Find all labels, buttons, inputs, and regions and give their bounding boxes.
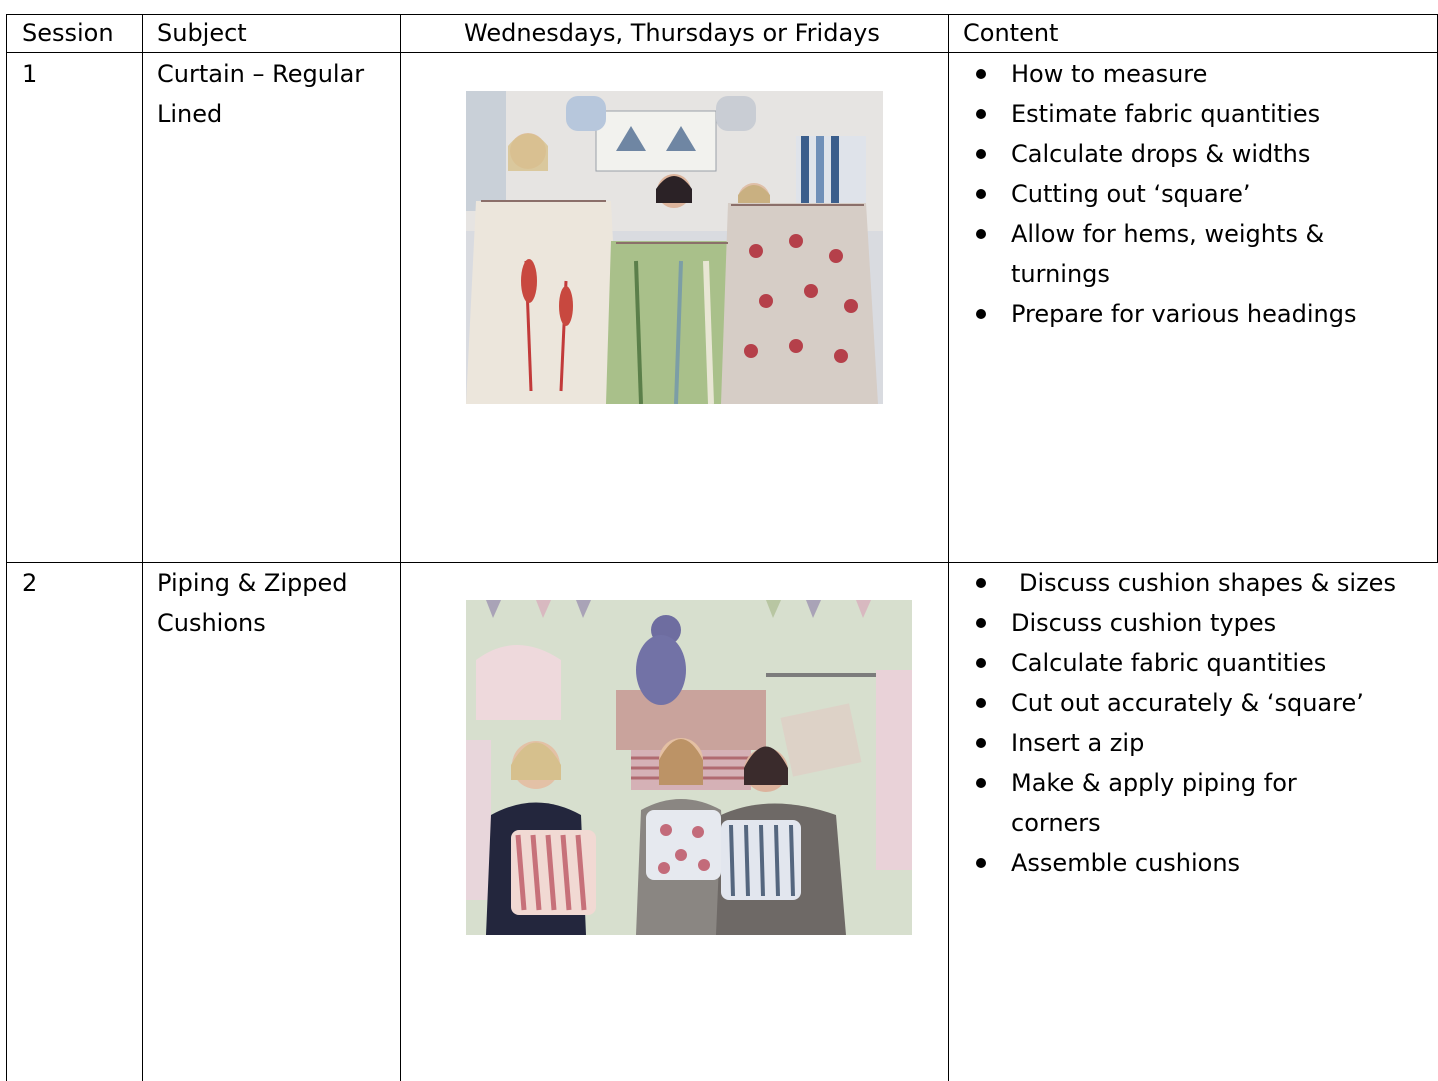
list-item: Calculate fabric quantities [959,643,1429,683]
header-session: Session [22,19,114,47]
list-item: Insert a zip [959,723,1429,763]
list-item: Prepare for various headings [959,294,1429,334]
list-item: Calculate drops & widths [959,134,1429,174]
row1-content-list [959,54,1429,334]
list-item: Cutting out ‘square’ [959,174,1429,214]
row1-photo [466,91,883,404]
header-subject: Subject [157,19,247,47]
header-content: Content [963,19,1059,47]
list-item: Estimate fabric quantities [959,94,1429,134]
list-item: Discuss cushion shapes & sizes [959,563,1429,603]
row2-subject: Piping & Zipped Cushions [157,569,348,637]
days-divider [948,14,949,1081]
list-item: Discuss cushion types [959,603,1429,643]
row1-subject: Curtain – Regular Lined [157,60,365,128]
row2-photo [466,600,912,935]
row2-content-list [959,563,1429,883]
subject-divider [400,14,401,1081]
list-item: Make & apply piping for corners [959,763,1391,843]
row1-session: 1 [22,60,38,88]
header-days: Wednesdays, Thursdays or Fridays [464,19,880,47]
list-item: Allow for hems, weights & turnings [959,214,1391,294]
list-item: Assemble cushions [959,843,1429,883]
list-item: Cut out accurately & ‘square’ [959,683,1429,723]
left-border [6,14,7,1081]
session-divider [142,14,143,1081]
list-item: How to measure [959,54,1429,94]
row2-session: 2 [22,569,38,597]
